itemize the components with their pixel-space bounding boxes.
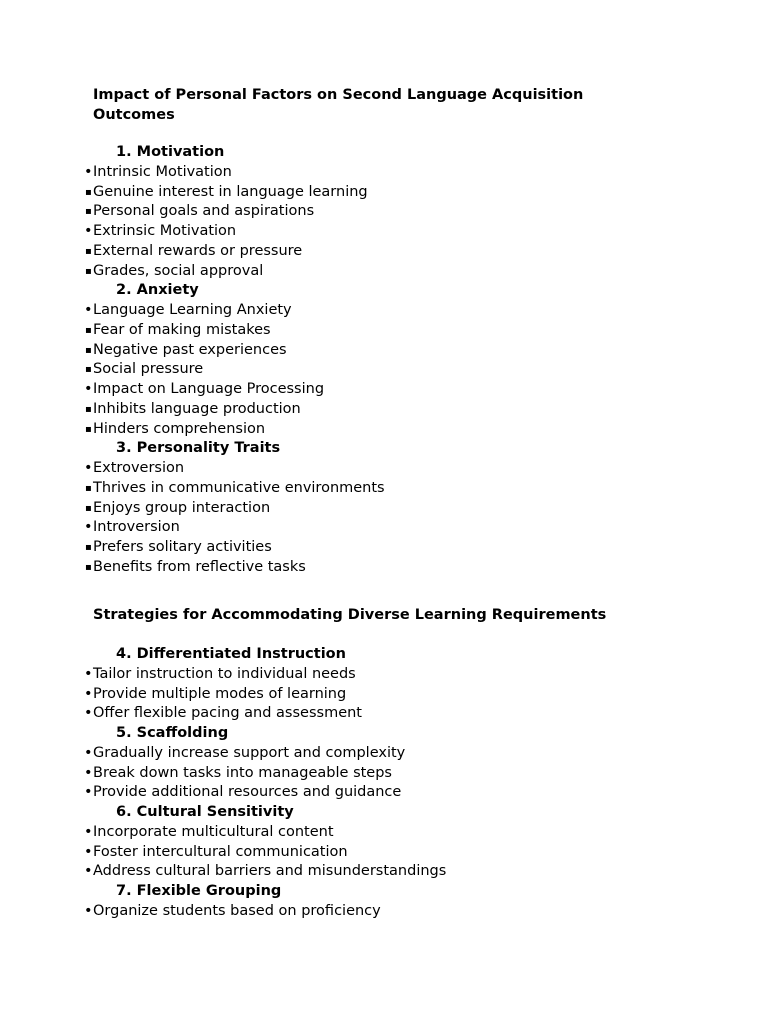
bullet-item <box>84 764 392 784</box>
bullet-item <box>84 823 334 843</box>
item-text: Negative past experiences <box>93 341 287 358</box>
sub-bullet-item <box>84 360 203 380</box>
sub-bullet-item <box>84 183 368 203</box>
item-text: Thrives in communicative environments <box>93 479 385 496</box>
square-bullet-icon: ▪ <box>85 561 92 573</box>
section-heading: 1. Motivation <box>116 144 225 160</box>
sub-bullet-item <box>84 479 385 499</box>
bullet-icon: • <box>84 744 93 761</box>
item-text: Intrinsic Motivation <box>93 163 232 180</box>
sub-bullet-item <box>84 262 263 282</box>
bullet-icon: • <box>84 302 93 318</box>
square-bullet-icon: ▪ <box>85 186 92 198</box>
bullet-icon: • <box>84 460 93 476</box>
bullet-icon: • <box>84 764 93 781</box>
square-bullet-icon: ▪ <box>85 482 92 494</box>
square-bullet-icon: ▪ <box>85 423 92 435</box>
item-text: Hinders comprehension <box>93 420 266 437</box>
bullet-icon: • <box>84 784 93 801</box>
bullet-icon: • <box>84 685 93 702</box>
section-heading: 7. Flexible Grouping <box>116 883 282 899</box>
item-text: Provide multiple modes of learning <box>93 685 347 702</box>
square-bullet-icon: ▪ <box>85 324 92 336</box>
bullet-item <box>84 301 292 321</box>
bullet-item <box>84 783 401 803</box>
square-bullet-icon: ▪ <box>85 403 92 415</box>
bullet-item <box>84 163 232 183</box>
item-text: Offer flexible pacing and assessment <box>93 705 362 722</box>
sub-bullet-item <box>84 242 302 262</box>
bullet-icon: • <box>84 665 93 682</box>
item-text: Language Learning Anxiety <box>93 302 292 318</box>
bullet-item <box>84 843 348 863</box>
item-text: External rewards or pressure <box>93 242 303 259</box>
bullet-item <box>84 459 184 479</box>
square-bullet-icon: ▪ <box>85 245 92 257</box>
item-text: Break down tasks into manageable steps <box>93 764 392 781</box>
item-text: Prefers solitary activities <box>93 539 272 555</box>
bullet-icon: • <box>84 705 93 722</box>
item-text: Fear of making mistakes <box>93 321 271 338</box>
sub-bullet-item <box>84 400 301 420</box>
item-text: Organize students based on proficiency <box>93 902 381 919</box>
bullet-item <box>84 902 381 922</box>
section-heading: 2. Anxiety <box>116 282 199 299</box>
section-heading: 4. Differentiated Instruction <box>116 646 346 662</box>
document-title: Impact of Personal Factors on Second Language Acquisition Outcomes <box>93 87 584 123</box>
bullet-item <box>84 222 236 242</box>
item-text: Foster intercultural communication <box>93 843 348 860</box>
item-text: Impact on Language Processing <box>93 381 325 397</box>
square-bullet-icon: ▪ <box>85 364 92 376</box>
item-text: Genuine interest in language learning <box>93 183 368 200</box>
bullet-item <box>84 518 180 538</box>
item-text: Inhibits language production <box>93 400 301 417</box>
bullet-icon: • <box>84 223 93 239</box>
item-text: Provide additional resources and guidance <box>93 784 402 801</box>
item-text: Incorporate multicultural content <box>93 823 334 840</box>
sub-bullet-item <box>84 499 270 519</box>
sub-bullet-item <box>84 538 272 558</box>
square-bullet-icon: ▪ <box>85 206 92 218</box>
bullet-icon: • <box>84 823 93 840</box>
square-bullet-icon: ▪ <box>85 542 92 553</box>
sub-bullet-item <box>84 420 265 440</box>
bullet-item <box>84 380 324 400</box>
item-text: Gradually increase support and complexity <box>93 744 406 761</box>
item-text: Enjoys group interaction <box>93 499 271 516</box>
bullet-icon: • <box>84 843 93 860</box>
item-text: Introversion <box>93 519 180 536</box>
bullet-icon: • <box>84 381 93 397</box>
section-heading: 3. Personality Traits <box>116 440 281 457</box>
section-heading: 6. Cultural Sensitivity <box>116 804 294 820</box>
sub-bullet-item <box>84 202 314 222</box>
bullet-icon: • <box>84 163 93 180</box>
sub-bullet-item <box>84 558 306 578</box>
bullet-item <box>84 704 362 724</box>
bullet-icon: • <box>84 519 93 536</box>
bullet-icon: • <box>84 863 93 880</box>
square-bullet-icon: ▪ <box>85 265 92 277</box>
item-text: Tailor instruction to individual needs <box>93 665 356 682</box>
sub-bullet-item <box>84 341 287 361</box>
item-text: Extroversion <box>93 460 185 476</box>
section-2-title: Strategies for Accommodating Diverse Learning Requirements <box>93 607 607 623</box>
bullet-item <box>84 665 356 685</box>
item-text: Social pressure <box>93 361 204 378</box>
section-heading: 5. Scaffolding <box>116 725 229 741</box>
item-text: Benefits from reflective tasks <box>93 558 306 575</box>
sub-bullet-item <box>84 321 271 341</box>
square-bullet-icon: ▪ <box>85 502 92 514</box>
item-text: Personal goals and aspirations <box>93 203 315 220</box>
bullet-item <box>84 685 346 705</box>
bullet-item <box>84 862 446 882</box>
item-text: Grades, social approval <box>93 262 264 279</box>
item-text: Address cultural barriers and misunderstandings <box>93 863 447 880</box>
square-bullet-icon: ▪ <box>85 344 92 356</box>
bullet-icon: • <box>84 902 93 919</box>
item-text: Extrinsic Motivation <box>93 223 237 239</box>
bullet-item <box>84 744 405 764</box>
